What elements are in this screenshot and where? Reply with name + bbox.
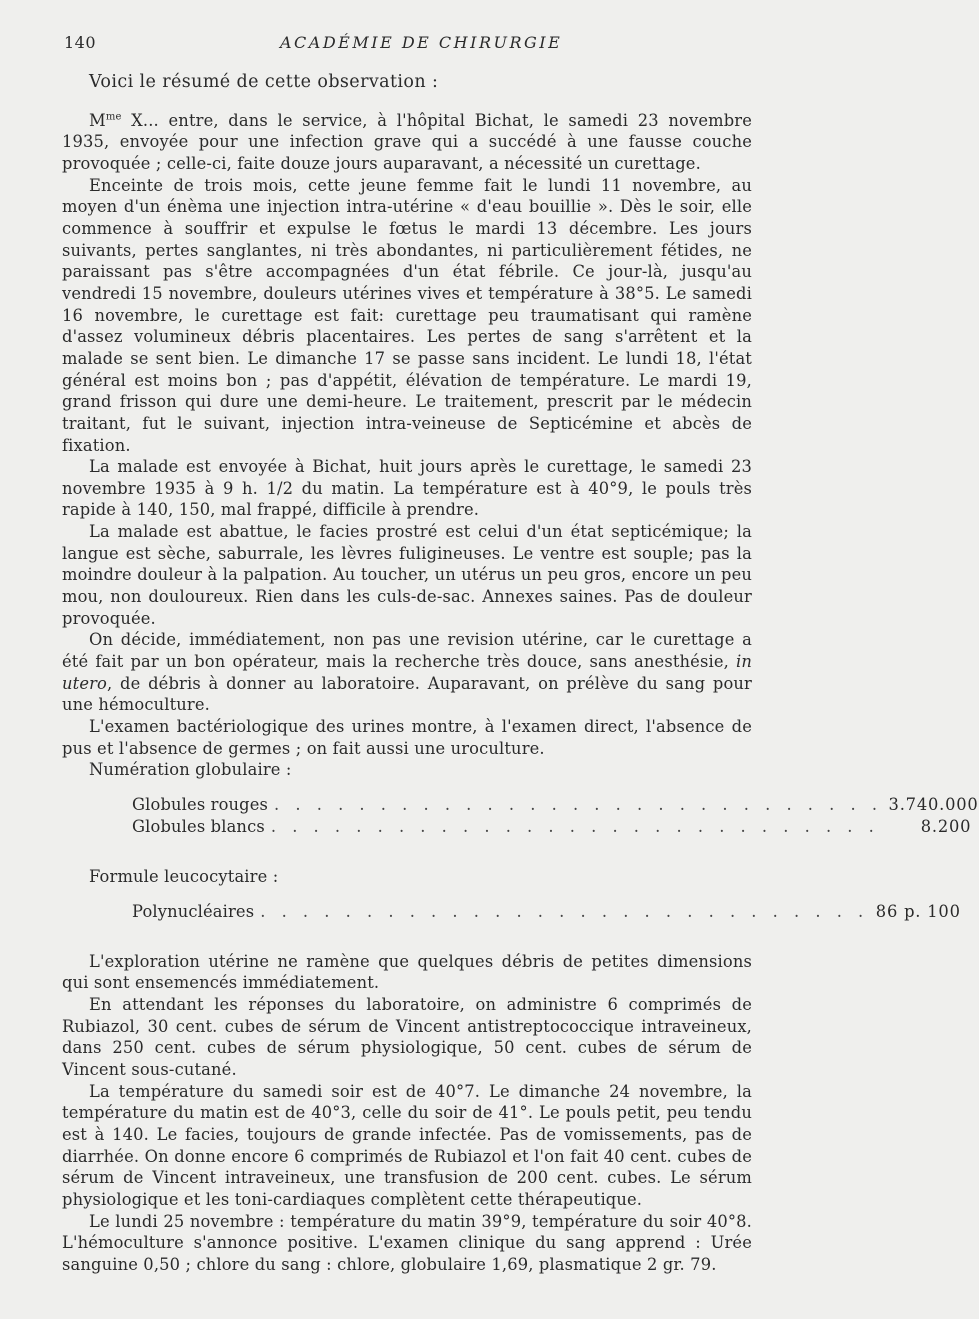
running-head: ACADÉMIE DE CHIRURGIE bbox=[280, 33, 563, 52]
page-header bbox=[64, 33, 760, 55]
paragraph-evolution: La température du samedi soir est de 40°7. Le dimanche 24 novembre, la température du matin est de 40°3, celle du soir de 41°. Le pouls petit, peu tendu est à 140. Le facies, toujours de grande infectée. Pas de vomissements, pas de diarrhée. On donne encore 6 comprimés de Rubiazol et l'on fait 40 cent. cubes de sérum de Vincent intraveineux, une transfusion de 200 cent. cubes. Le sérum physiologique et les toni-cardiaques complètent cette thérapeutique. bbox=[62, 1081, 752, 1209]
paragraph-arrival: La malade est envoyée à Bichat, huit jours après le curettage, le samedi 23 novembre 1935 à 9 h. 1/2 du matin. La température est à 40°9, le pouls très rapide à 140, 150, mal frappé, difficile à prendre. bbox=[62, 457, 752, 520]
paragraph-history: Enceinte de trois mois, cette jeune femme fait le lundi 11 novembre, au moyen d'un énèma une injection intra-utérine « d'eau bouillie ». Dès le soir, elle commence à souffrir et expulse le fœtus le mardi 13 décembre. Les jours suivants, pertes sanglantes, ni très abondantes, ni particulièrement fétides, ne paraissant pas s'être accompagnées d'un état fébrile. Ce jour-là, jusqu'au vendredi 15 novembre, douleurs utérines vives et température à 38°5. Le samedi 16 novembre, le curettage est fait: curettage peu traumatisant qui ramène d'assez volumineux débris placentaires. Les pertes de sang s'arrêtent et la malade se sent bien. Le dimanche 17 se passe sans incident. Le lundi 18, l'état général est moins bon ; pas d'appétit, élévation de température. Le mardi 19, grand frisson qui dure une demi-heure. Le traitement, prescrit par le médecin traitant, fut le suivant, injection intra-veineuse de Septicémine et abcès de fixation. bbox=[62, 175, 752, 455]
title-abbrev: M bbox=[89, 110, 106, 130]
paragraph-count-heading: Numération globulaire : bbox=[89, 760, 292, 780]
row-value: 86 p. 100 bbox=[875, 901, 961, 921]
row-value: 8.200 bbox=[920, 817, 972, 836]
page-body bbox=[62, 72, 979, 1276]
decision-italic: in utero bbox=[62, 652, 752, 693]
decision-text-2: , de débris à donner au laboratoire. Auparavant, on prélève du sang pour une hémoculture. bbox=[62, 673, 752, 715]
paragraph-urine: L'examen bactériologique des urines montre, à l'examen direct, l'absence de pus et l'absence de germes ; on fait aussi une uroculture. bbox=[62, 717, 752, 758]
blood-count-table bbox=[132, 794, 979, 838]
paragraph-admission-text: X... entre, dans le service, à l'hôpital Bichat, le samedi 23 novembre 1935, envoyée pour une infection grave qui a succédé à une fausse couche provoquée ; celle-ci, faite douze jours auparavant, a nécessité un curettage. bbox=[62, 110, 752, 173]
paragraph-exam: La malade est abattue, le facies prostré est celui d'un état septicémique; la langue est sèche, saburrale, les lèvres fuligineuses. Le ventre est souple; pas la moindre douleur à la palpation. Au toucher, un utérus un peu gros, encore un peu mou, non douloureux. Rien dans les culs-de-sac. Annexes saines. Pas de douleur provoquée. bbox=[62, 522, 752, 628]
lead-line: Voici le résumé de cette observation : bbox=[89, 72, 439, 92]
row-label: Globules blancs bbox=[132, 817, 265, 836]
paragraph-monday: Le lundi 25 novembre : température du matin 39°9, température du soir 40°8. L'hémoculture s'annonce positive. L'examen clinique du sang apprend : Urée sanguine 0,50 ; chlore du sang : chlore, globulaire 1,69, plasmatique 2 gr. 79. bbox=[62, 1211, 752, 1274]
paragraph-decision bbox=[62, 629, 752, 716]
leader-dots: . . . . . . . . . . . . . . . . . . . . . . . . . . . . . bbox=[260, 901, 869, 921]
table-row bbox=[132, 901, 961, 923]
paragraph-exploration: L'exploration utérine ne ramène que quelques débris de petites dimensions qui sont ensemencés immédiatement. bbox=[62, 951, 752, 993]
row-label: Polynucléaires bbox=[132, 901, 255, 921]
paragraph-admission bbox=[62, 110, 752, 175]
table-row bbox=[132, 816, 972, 838]
leucocyte-formula-table bbox=[132, 901, 961, 923]
row-value: 3.740.000 bbox=[888, 795, 979, 814]
leader-dots: . . . . . . . . . . . . . . . . . . . . . . . . . . . . . bbox=[274, 795, 883, 814]
title-abbrev-sup: me bbox=[105, 111, 122, 123]
table-row bbox=[132, 794, 979, 816]
paragraph-treatment: En attendant les réponses du laboratoire, on administre 6 comprimés de Rubiazol, 30 cent. cubes de sérum de Vincent antistreptococcique intraveineux, dans 250 cent. cubes de sérum physiologique, 50 cent. cubes de sérum de Vincent sous-cutané. bbox=[62, 994, 752, 1079]
row-label: Globules rouges bbox=[132, 795, 269, 814]
paragraph-formula-heading: Formule leucocytaire : bbox=[89, 867, 279, 886]
leader-dots: . . . . . . . . . . . . . . . . . . . . . . . . . . . . . bbox=[270, 817, 880, 836]
page-number: 140 bbox=[64, 33, 97, 52]
decision-text-1: On décide, immédiatement, non pas une revision utérine, car le curettage a été fait par un bon opérateur, mais la recherche très douce, sans anesthésie, bbox=[62, 630, 752, 672]
